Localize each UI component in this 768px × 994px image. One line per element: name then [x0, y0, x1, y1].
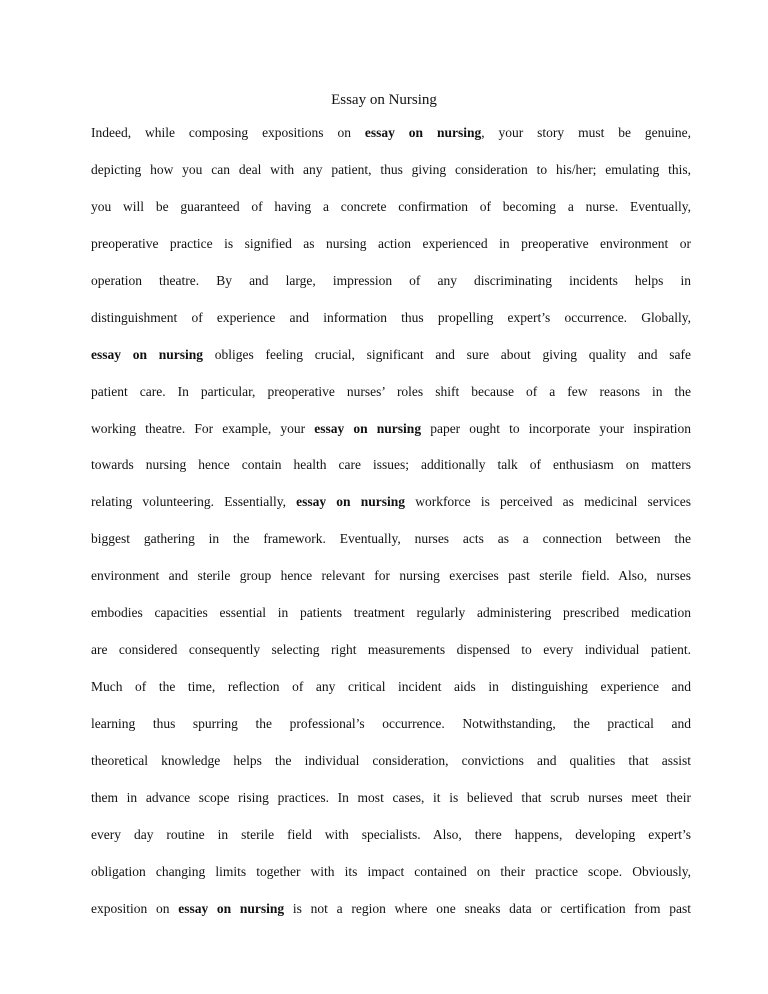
text-segment: , your story must be genuine, — [481, 125, 691, 140]
text-line — [91, 382, 691, 419]
text-line — [91, 234, 691, 271]
text-line — [91, 825, 691, 862]
text-segment: Indeed, while composing expositions on — [91, 125, 365, 140]
text-line — [91, 197, 691, 234]
document-body — [91, 123, 691, 936]
text-segment: Much of the time, reflection of any critical incident aids in distinguishing experience and — [91, 679, 691, 695]
text-segment: is not a region where one sneaks data or certification from past — [284, 900, 691, 916]
text-segment: towards nursing hence contain health care issues; additionally talk of enthusiasm on matters — [91, 457, 691, 473]
keyword-bold: essay on nursing — [364, 125, 482, 140]
keyword-bold: essay on nursing — [296, 494, 406, 510]
text-segment: depicting how you can deal with any patient, thus giving consideration to his/her; emulating this, — [91, 161, 691, 177]
text-segment: obligation changing limits together with its impact contained on their practice scope. Obviously, — [91, 863, 691, 879]
keyword-bold: essay on nursing — [91, 346, 204, 362]
text-segment: patient care. In particular, preoperative nurses’ roles shift because of a few reasons in the — [91, 383, 691, 399]
text-line — [91, 271, 691, 308]
text-line — [91, 788, 691, 825]
text-line — [91, 566, 691, 603]
text-line — [91, 640, 691, 677]
text-segment: distinguishment of experience and information thus propelling expert’s occurrence. Globally, — [91, 309, 691, 325]
text-segment: exposition on — [91, 900, 179, 916]
text-line — [91, 899, 691, 936]
text-segment: learning thus spurring the professional’s occurrence. Notwithstanding, the practical and — [91, 716, 691, 731]
text-line — [91, 603, 691, 640]
text-line — [91, 529, 691, 566]
text-segment: are considered consequently selecting right measurements dispensed to every individual patient. — [91, 642, 691, 658]
text-line — [91, 419, 691, 456]
text-segment: workforce is perceived as medicinal services — [405, 494, 691, 510]
text-segment: them in advance scope rising practices. In most cases, it is believed that scrub nurses meet their — [91, 789, 691, 805]
document-title: Essay on Nursing — [331, 92, 437, 108]
text-line — [91, 714, 691, 751]
text-line — [91, 123, 691, 160]
text-line — [91, 455, 691, 492]
text-segment: obliges feeling crucial, significant and sure about giving quality and safe — [203, 346, 692, 362]
text-segment: embodies capacities essential in patients treatment regularly administering prescribed medication — [91, 605, 691, 621]
text-line — [91, 160, 691, 197]
text-segment: environment and sterile group hence relevant for nursing exercises past sterile field. Also, nurses — [91, 568, 691, 584]
text-line — [91, 677, 691, 714]
text-line — [91, 751, 691, 788]
text-line — [91, 862, 691, 899]
text-segment: you will be guaranteed of having a concrete confirmation of becoming a nurse. Eventually, — [91, 198, 691, 214]
text-line — [91, 308, 691, 345]
text-line — [91, 492, 691, 529]
text-segment: every day routine in sterile field with specialists. Also, there happens, developing expert’s — [91, 826, 691, 842]
text-segment: working theatre. For example, your — [91, 420, 315, 436]
text-segment: relating volunteering. Essentially, — [91, 494, 297, 510]
text-line — [91, 345, 691, 382]
keyword-bold: essay on nursing — [178, 900, 285, 916]
text-segment: preoperative practice is signified as nursing action experienced in preoperative environment or — [91, 235, 691, 251]
text-segment: operation theatre. By and large, impression of any discriminating incidents helps in — [91, 272, 691, 288]
keyword-bold: essay on nursing — [314, 420, 422, 436]
text-segment: paper ought to incorporate your inspiration — [421, 420, 691, 436]
text-segment: biggest gathering in the framework. Eventually, nurses acts as a connection between the — [91, 531, 691, 547]
text-segment: theoretical knowledge helps the individual consideration, convictions and qualities that assist — [91, 752, 691, 768]
